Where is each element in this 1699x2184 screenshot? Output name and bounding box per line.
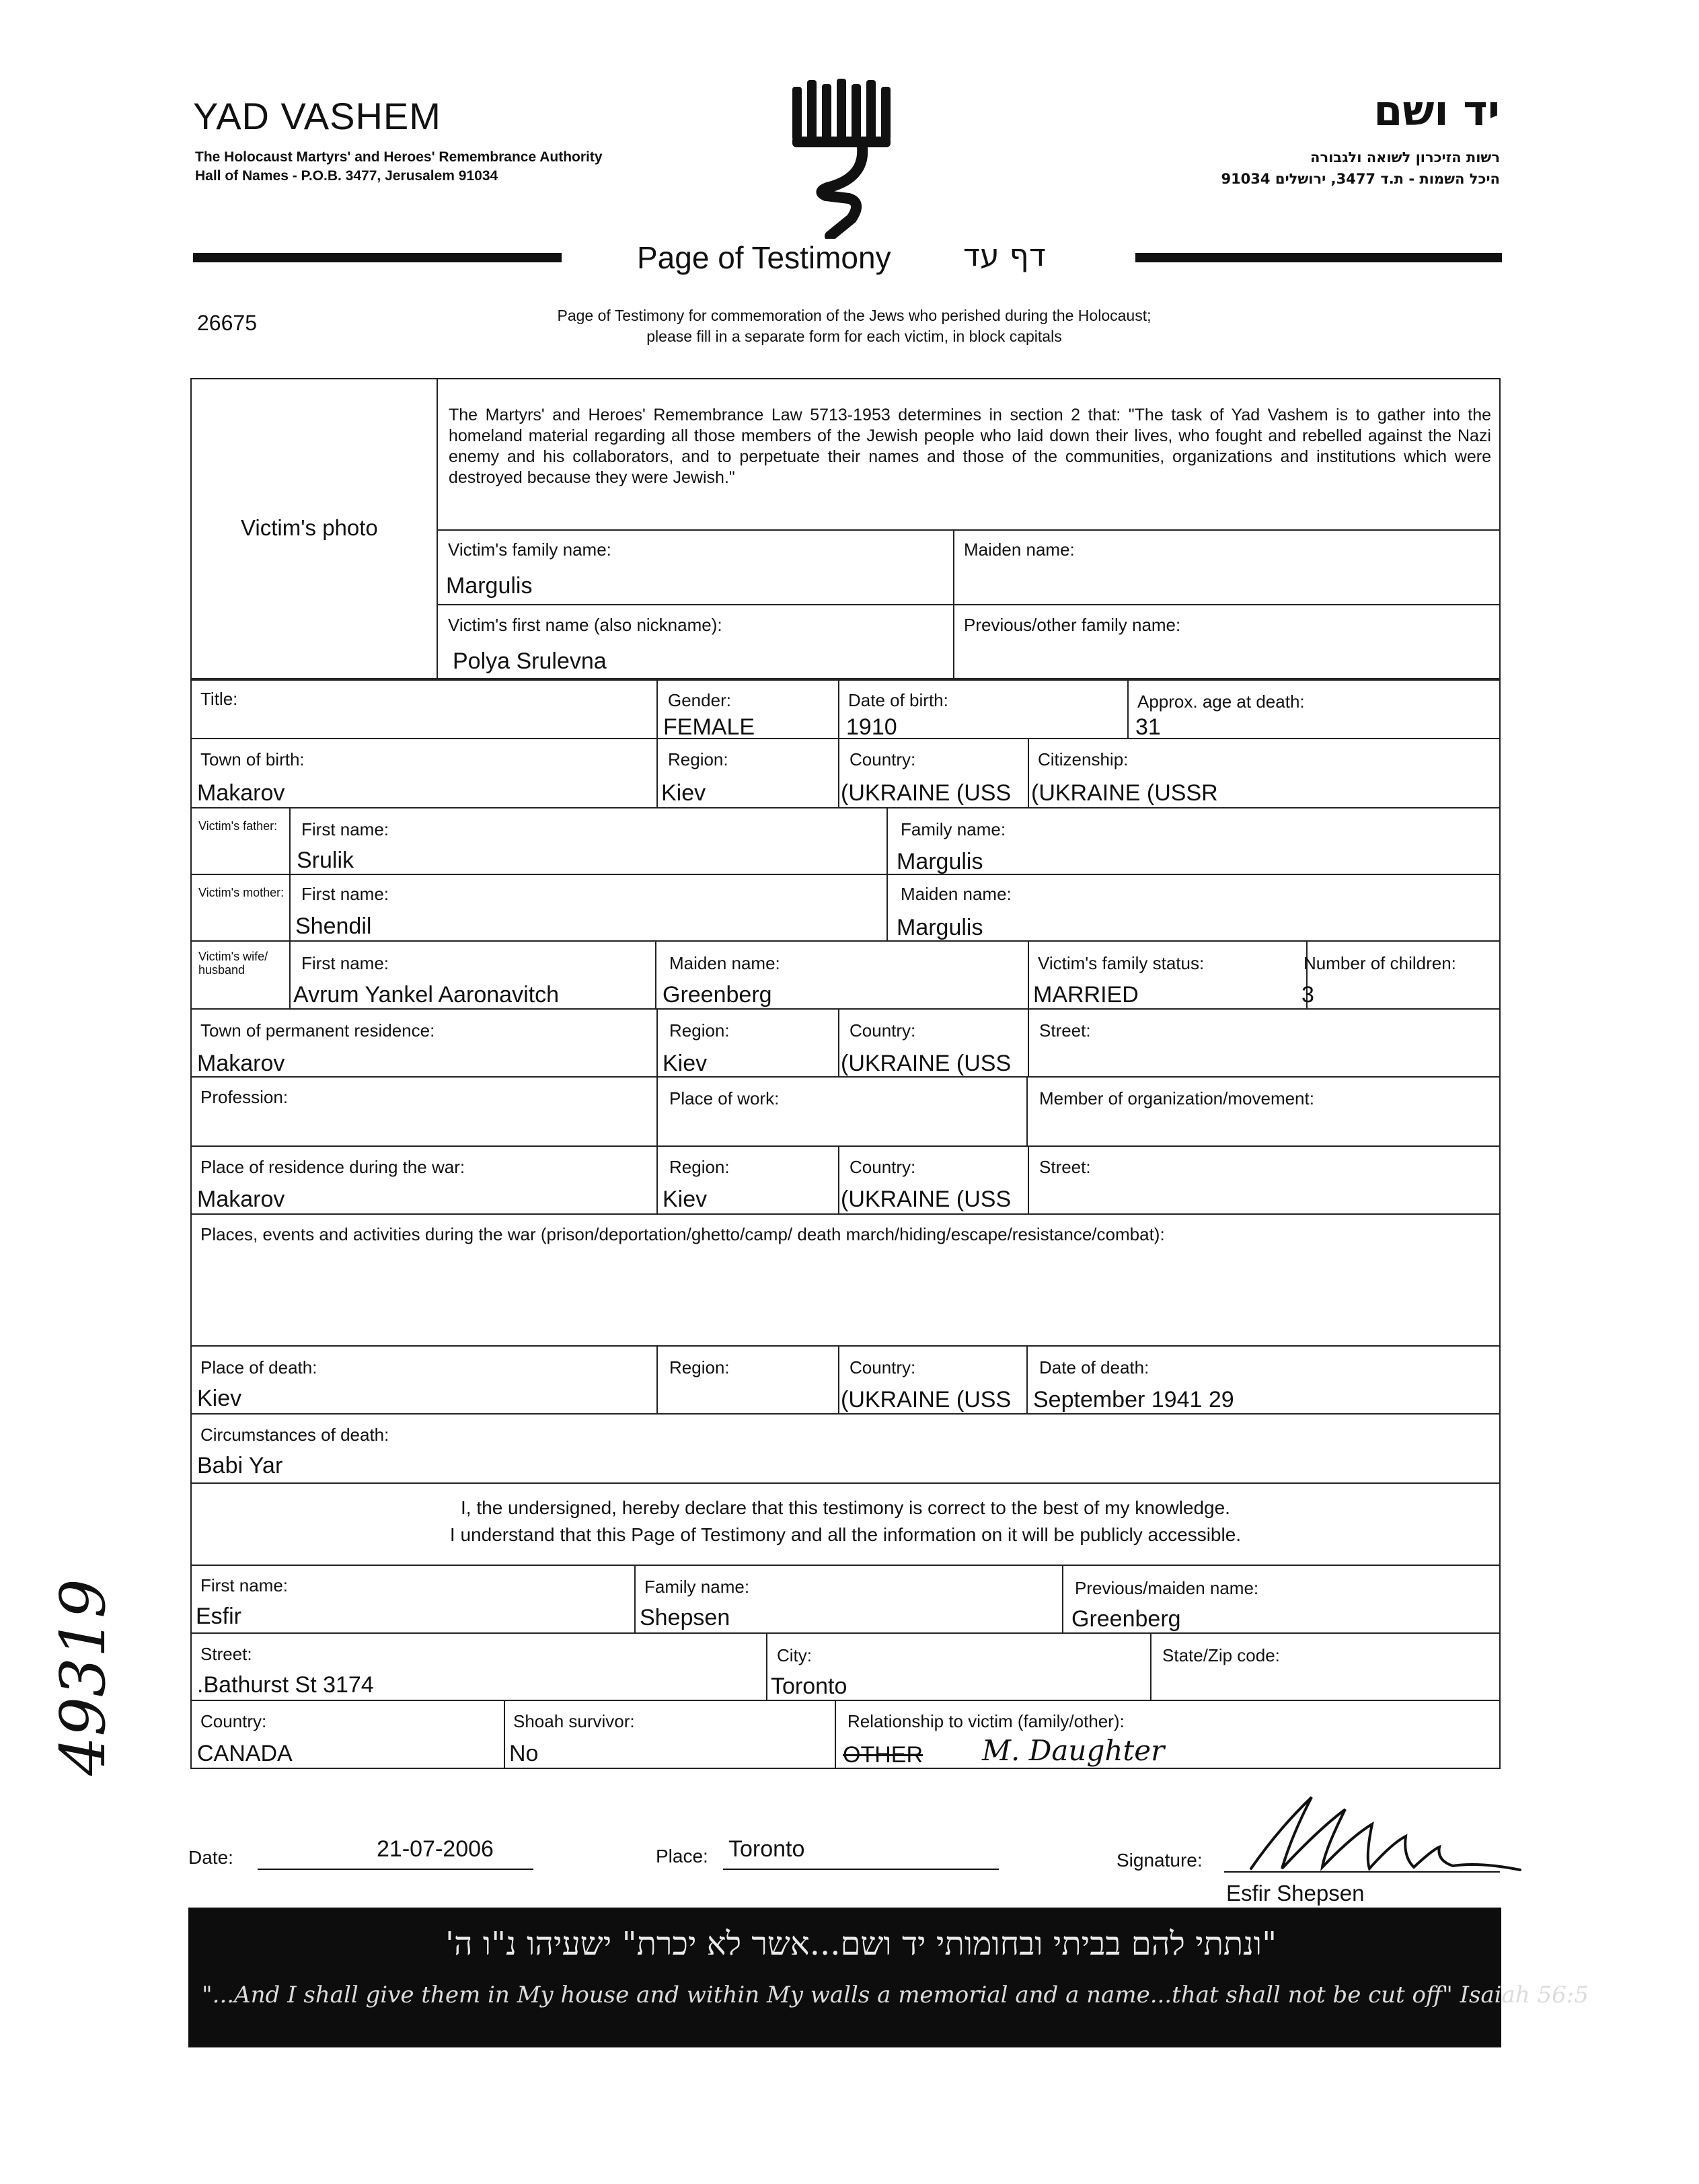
residence-street-cell [1028, 1008, 1501, 1078]
father-first-value[interactable]: Srulik [297, 848, 354, 873]
date-value[interactable]: 21-07-2006 [377, 1836, 494, 1862]
spouse-maiden-label: Maiden name: [669, 953, 780, 973]
banner-english-quote: "...And I shall give them in My house and within My walls a memorial and a name...that shall not be cut off" Isaiah 56:5 [202, 1982, 1589, 2008]
death-date-value[interactable]: September 1941 29 [1033, 1387, 1234, 1413]
town-birth-label: Town of birth: [200, 749, 305, 769]
submitter-family-label: Family name: [644, 1577, 750, 1597]
yad-vashem-logo [787, 77, 901, 239]
profession-label: Profession: [200, 1087, 289, 1107]
perm-region-label: Region: [669, 1020, 730, 1041]
survivor-value[interactable]: No [509, 1741, 539, 1766]
submitter-family-value[interactable]: Shepsen [640, 1605, 730, 1630]
submitter-prev-value[interactable]: Greenberg [1071, 1606, 1181, 1632]
place-value[interactable]: Toronto [728, 1836, 805, 1862]
banner-hebrew-quote: "ונתתי להם בביתי ובחומותי יד ושם...אשר לא יכרת" ישעיהו נ"ו ה' [445, 1925, 1277, 1963]
mother-maiden-label: Maiden name: [901, 884, 1012, 904]
relationship-handwritten: M. Daughter [982, 1734, 1165, 1767]
submitter-first-value[interactable]: Esfir [196, 1604, 241, 1629]
submitter-street-label: Street: [200, 1644, 252, 1664]
war-region-value[interactable]: Kiev [663, 1187, 708, 1212]
perm-region-value[interactable]: Kiev [663, 1051, 708, 1076]
war-street-cell [1028, 1145, 1501, 1215]
place-underline [723, 1869, 999, 1870]
header-rule-left [193, 253, 562, 262]
relationship-struck-value[interactable]: OTHER [843, 1742, 923, 1768]
spouse-side-label: Victim's wife/ husband [198, 950, 268, 977]
birth-region-label: Region: [668, 749, 728, 769]
gender-value[interactable]: FEMALE [663, 714, 755, 740]
submitter-city-label: City: [777, 1645, 812, 1665]
age-value[interactable]: 31 [1135, 714, 1161, 740]
maiden-name-label: Maiden name: [964, 539, 1075, 560]
victim-photo-label: Victim's photo [241, 515, 378, 540]
mother-maiden-value[interactable]: Margulis [897, 915, 983, 940]
declaration-line-1: I, the undersigned, hereby declare that this testimony is correct to the best of my knowledge. [461, 1497, 1230, 1518]
mother-first-value[interactable]: Shendil [295, 913, 372, 939]
page-title: Page of Testimony [637, 240, 891, 275]
war-street-label: Street: [1039, 1157, 1091, 1177]
death-place-label: Place of death: [200, 1357, 317, 1378]
submitter-city-value[interactable]: Toronto [771, 1673, 847, 1699]
family-status-label: Victim's family status: [1038, 953, 1205, 973]
children-value[interactable]: 3 [1301, 982, 1314, 1008]
death-region-label: Region: [669, 1357, 730, 1378]
submitter-country-label: Country: [200, 1711, 267, 1731]
org-address-line1: The Holocaust Martyrs' and Heroes' Remembrance Authority [195, 149, 603, 165]
date-label: Date: [188, 1847, 233, 1868]
father-family-label: Family name: [901, 819, 1006, 839]
first-name-label: Victim's first name (also nickname): [448, 615, 722, 635]
submitter-street-value[interactable]: .Bathurst St 3174 [197, 1672, 374, 1698]
header-rule-right [1135, 253, 1502, 262]
intro-line-1: Page of Testimony for commemoration of the Jews who perished during the Holocaust; [557, 307, 1151, 324]
submitter-first-label: First name: [200, 1575, 289, 1595]
submitter-prev-label: Previous/maiden name: [1075, 1578, 1259, 1598]
spouse-maiden-value[interactable]: Greenberg [663, 982, 772, 1008]
testimony-form [190, 378, 1501, 1775]
state-zip-label: State/Zip code: [1162, 1645, 1280, 1665]
death-date-label: Date of death: [1039, 1357, 1149, 1378]
hebrew-page-title: דף עד [962, 237, 1046, 273]
dob-label: Date of birth: [848, 690, 948, 710]
perm-town-label: Town of permanent residence: [200, 1020, 435, 1041]
father-family-value[interactable]: Margulis [897, 849, 983, 874]
work-cell [656, 1076, 1028, 1147]
work-label: Place of work: [669, 1088, 780, 1108]
spouse-first-value[interactable]: Avrum Yankel Aaronavitch [293, 982, 560, 1008]
org-address-line2: Hall of Names - P.O.B. 3477, Jerusalem 91034 [195, 168, 498, 184]
mother-first-label: First name: [301, 884, 389, 904]
member-label: Member of organization/movement: [1039, 1088, 1314, 1108]
war-country-label: Country: [850, 1157, 916, 1177]
age-label: Approx. age at death: [1137, 691, 1305, 712]
town-birth-value[interactable]: Makarov [197, 780, 285, 806]
circumstances-label: Circumstances of death: [200, 1425, 389, 1445]
father-first-cell [289, 807, 888, 875]
perm-street-label: Street: [1039, 1020, 1091, 1041]
perm-country-label: Country: [850, 1020, 916, 1041]
intro-line-2: please fill in a separate form for each victim, in block capitals [646, 328, 1062, 345]
children-label: Number of children: [1304, 953, 1456, 973]
dob-value[interactable]: 1910 [846, 714, 897, 740]
family-name-label: Victim's family name: [448, 539, 611, 560]
war-town-value[interactable]: Makarov [197, 1187, 285, 1212]
margin-handwritten-number: 49319 [47, 1579, 119, 1776]
citizenship-value[interactable]: (UKRAINE (USSR [1031, 780, 1218, 806]
first-name-value[interactable]: Polya Srulevna [453, 648, 607, 674]
family-status-value[interactable]: MARRIED [1033, 982, 1139, 1008]
signer-name: Esfir Shepsen [1226, 1881, 1365, 1906]
mother-side-label: Victim's mother: [198, 886, 285, 899]
signature-label: Signature: [1117, 1850, 1203, 1871]
relationship-label: Relationship to victim (family/other): [847, 1711, 1125, 1731]
circumstances-row [190, 1413, 1501, 1484]
previous-family-name-label: Previous/other family name: [964, 615, 1181, 635]
events-label: Places, events and activities during the war (prison/deportation/ghetto/camp/ death march/hiding/escape/resistance/combat): [200, 1224, 1165, 1244]
document-number: 26675 [197, 311, 257, 335]
citizenship-label: Citizenship: [1038, 749, 1129, 769]
war-region-label: Region: [669, 1157, 730, 1177]
gender-label: Gender: [668, 690, 731, 710]
family-name-value[interactable]: Margulis [446, 573, 533, 599]
war-country-value[interactable]: (UKRAINE (USS [841, 1187, 1012, 1212]
father-first-label: First name: [301, 819, 389, 839]
hebrew-address-line1: רשות הזיכרון לשואה ולגבורה [1310, 149, 1500, 165]
date-underline [258, 1869, 533, 1870]
submitter-country-value[interactable]: CANADA [197, 1741, 293, 1766]
place-label: Place: [656, 1846, 708, 1867]
circumstances-value[interactable]: Babi Yar [197, 1453, 283, 1478]
perm-country-value[interactable]: (UKRAINE (USS [841, 1051, 1012, 1076]
death-place-value[interactable]: Kiev [197, 1386, 242, 1411]
survivor-label: Shoah survivor: [513, 1711, 635, 1731]
survivor-cell [504, 1700, 836, 1769]
hebrew-org-name: יד ושם [1373, 86, 1500, 135]
death-country-label: Country: [850, 1357, 916, 1378]
death-country-value[interactable]: (UKRAINE (USS [841, 1387, 1012, 1413]
org-name: YAD VASHEM [193, 95, 441, 137]
hebrew-address-line2: היכל השמות - ת.ד 3477, ירושלים 91034 [1221, 171, 1500, 187]
signature-scribble [1238, 1789, 1534, 1883]
law-text: The Martyrs' and Heroes' Remembrance Law 5713-1953 determines in section 2 that: "The task of Yad Vashem is to gather into the homeland material regarding all those members of the Jewish people who laid down their lives, who fought and rebelled against the Nazi enemy and his collaborators, and to perpetuate their names and those of the communities, organizations and institutions which were destroyed because they were Jewish." [449, 406, 1491, 487]
birth-country-value[interactable]: (UKRAINE (USS [841, 780, 1012, 806]
father-side-label: Victim's father: [198, 819, 278, 833]
title-label: Title: [200, 689, 238, 709]
birth-country-label: Country: [850, 749, 916, 769]
spouse-first-label: First name: [301, 953, 389, 973]
perm-town-value[interactable]: Makarov [197, 1051, 285, 1076]
death-region-inner [656, 1345, 839, 1415]
war-res-label: Place of residence during the war: [200, 1157, 465, 1177]
birth-region-value[interactable]: Kiev [661, 780, 706, 806]
declaration-line-2: I understand that this Page of Testimony and all the information on it will be publicly accessible. [449, 1524, 1242, 1545]
quote-banner [188, 1908, 1589, 2047]
